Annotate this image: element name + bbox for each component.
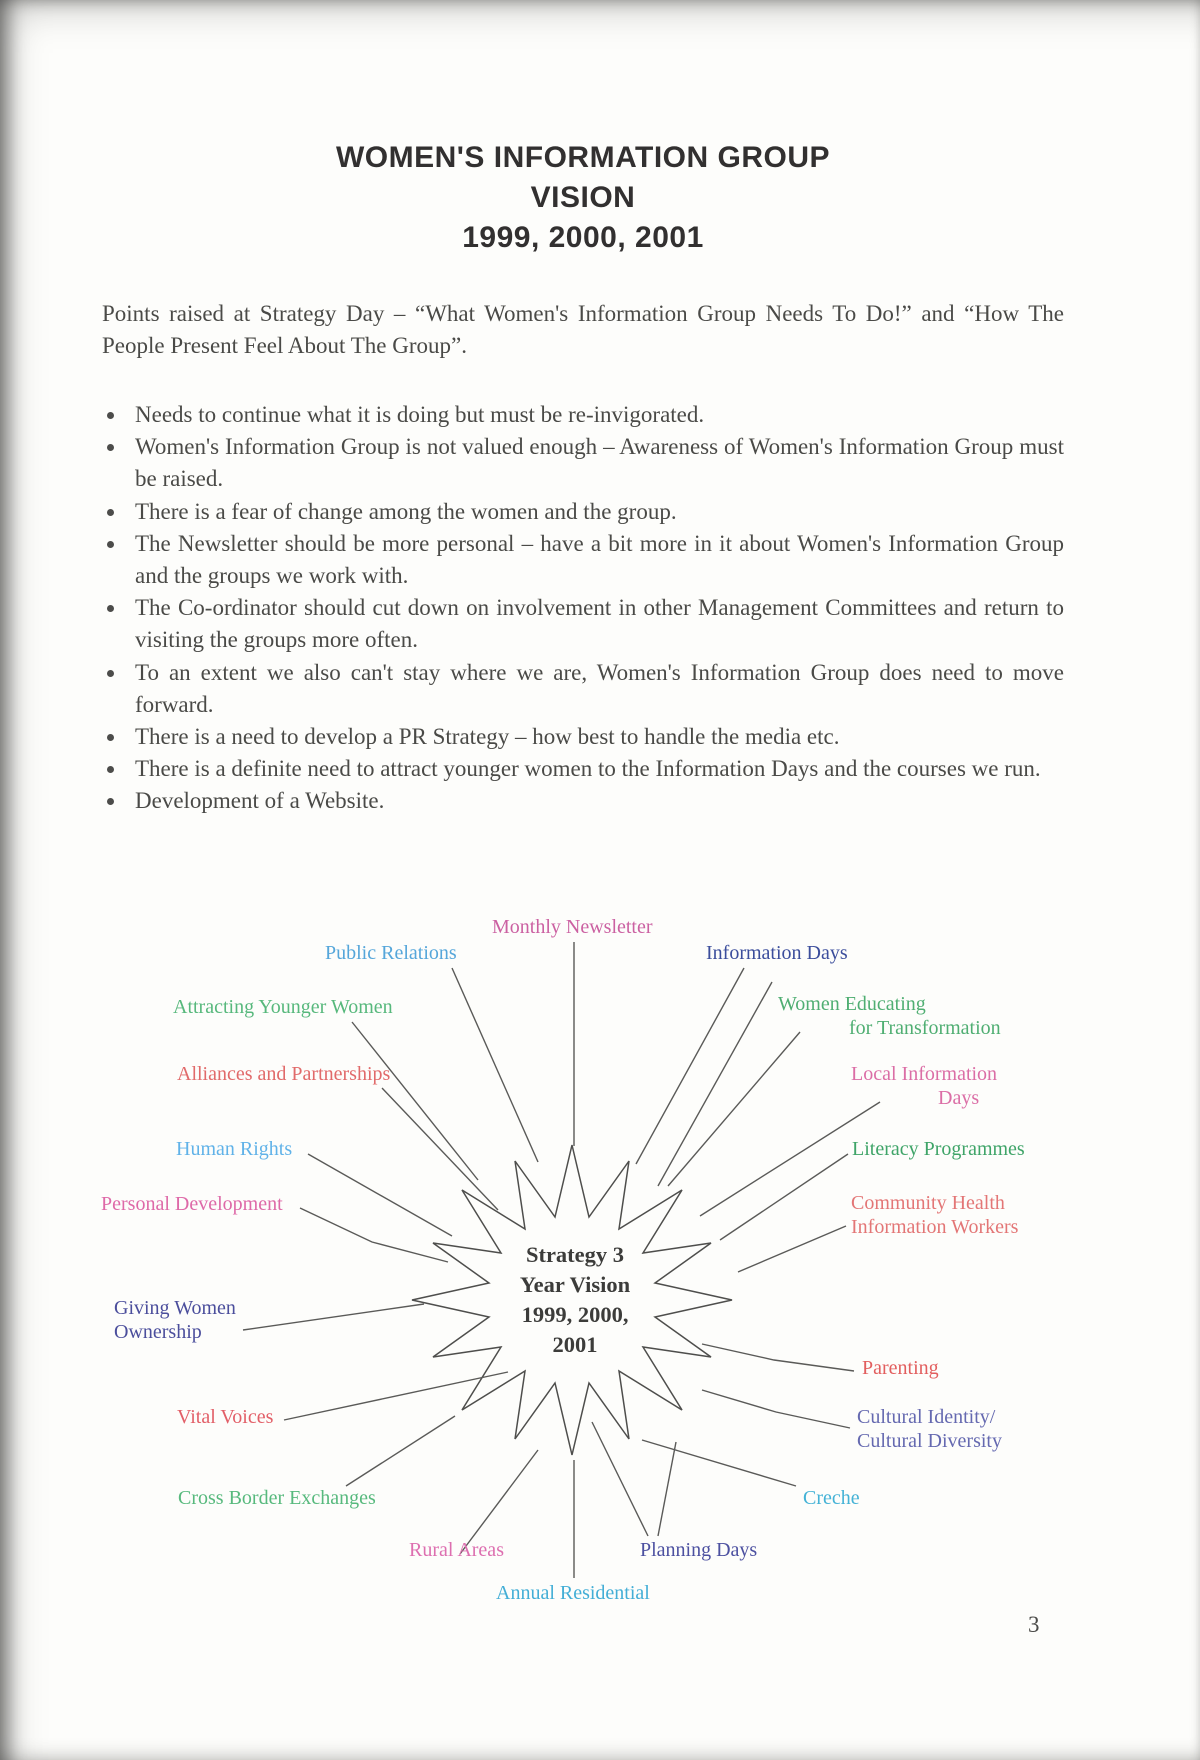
list-item: There is a definite need to attract younger women to the Information Days and the courses we run. [102, 753, 1064, 785]
list-item: The Co-ordinator should cut down on involvement in other Management Committees and return to visiting the groups more often. [102, 592, 1064, 656]
diagram-label-monthly-newsletter: Monthly Newsletter [492, 916, 653, 938]
list-item: The Newsletter should be more personal – have a bit more in it about Women's Information Group and the groups we work with. [102, 528, 1064, 592]
title-line-1: WOMEN'S INFORMATION GROUP [335, 141, 831, 174]
diagram-label-planning-days: Planning Days [640, 1539, 758, 1561]
diagram-label-vital-voices: Vital Voices [177, 1406, 274, 1428]
diagram-label-annual-residential: Annual Residential [496, 1582, 650, 1604]
list-item: Women's Information Group is not valued enough – Awareness of Women's Information Group must be raised. [102, 431, 1064, 495]
strategy-points-list [102, 399, 1064, 818]
diagram-label-giving-women-ownership: Giving Women Ownership [114, 1297, 236, 1343]
diagram-label-creche: Creche [803, 1487, 860, 1509]
list-item: Development of a Website. [102, 785, 1064, 817]
diagram-label-parenting: Parenting [862, 1357, 939, 1379]
diagram-center-label [472, 1240, 678, 1360]
list-item: Needs to continue what it is doing but must be re-invigorated. [102, 399, 1064, 431]
diagram-label-community-health: Community Health Information Workers [851, 1192, 1019, 1238]
diagram-label-personal-development: Personal Development [101, 1193, 283, 1215]
diagram-label-cultural-identity: Cultural Identity/ Cultural Diversity [857, 1406, 1002, 1452]
page-number: 3 [1028, 1612, 1040, 1637]
list-item: There is a fear of change among the women and the group. [102, 496, 1064, 528]
title-line-3: 1999, 2000, 2001 [462, 221, 704, 254]
document-body [0, 0, 1200, 818]
diagram-label-literacy-programmes: Literacy Programmes [852, 1138, 1025, 1160]
diagram-label-women-educating: Women Educating for Transformation [778, 993, 1001, 1039]
center-line-2: Year Vision [519, 1272, 631, 1297]
center-line-3: 1999, 2000, [521, 1302, 629, 1327]
title-line-2: VISION [530, 181, 636, 214]
diagram-label-cross-border-exchanges: Cross Border Exchanges [178, 1487, 376, 1509]
list-item: There is a need to develop a PR Strategy – how best to handle the media etc. [102, 721, 1064, 753]
diagram-label-human-rights: Human Rights [176, 1138, 293, 1160]
intro-paragraph: Points raised at Strategy Day – “What Women's Information Group Needs To Do!” and “How The People Present Feel About The Group”. [102, 301, 1064, 358]
diagram-label-alliances-partnerships: Alliances and Partnerships [177, 1063, 391, 1085]
diagram-label-rural-areas: Rural Areas [409, 1539, 504, 1561]
center-line-4: 2001 [552, 1332, 598, 1357]
center-line-1: Strategy 3 [525, 1242, 625, 1267]
list-item: To an extent we also can't stay where we are, Women's Information Group does need to move forward. [102, 657, 1064, 721]
diagram-label-information-days: Information Days [706, 942, 848, 964]
document-title [102, 0, 1064, 258]
diagram-label-attracting-younger-women: Attracting Younger Women [173, 996, 393, 1018]
diagram-label-public-relations: Public Relations [325, 942, 457, 964]
diagram-label-local-information-days: Local Information Days [851, 1063, 998, 1109]
